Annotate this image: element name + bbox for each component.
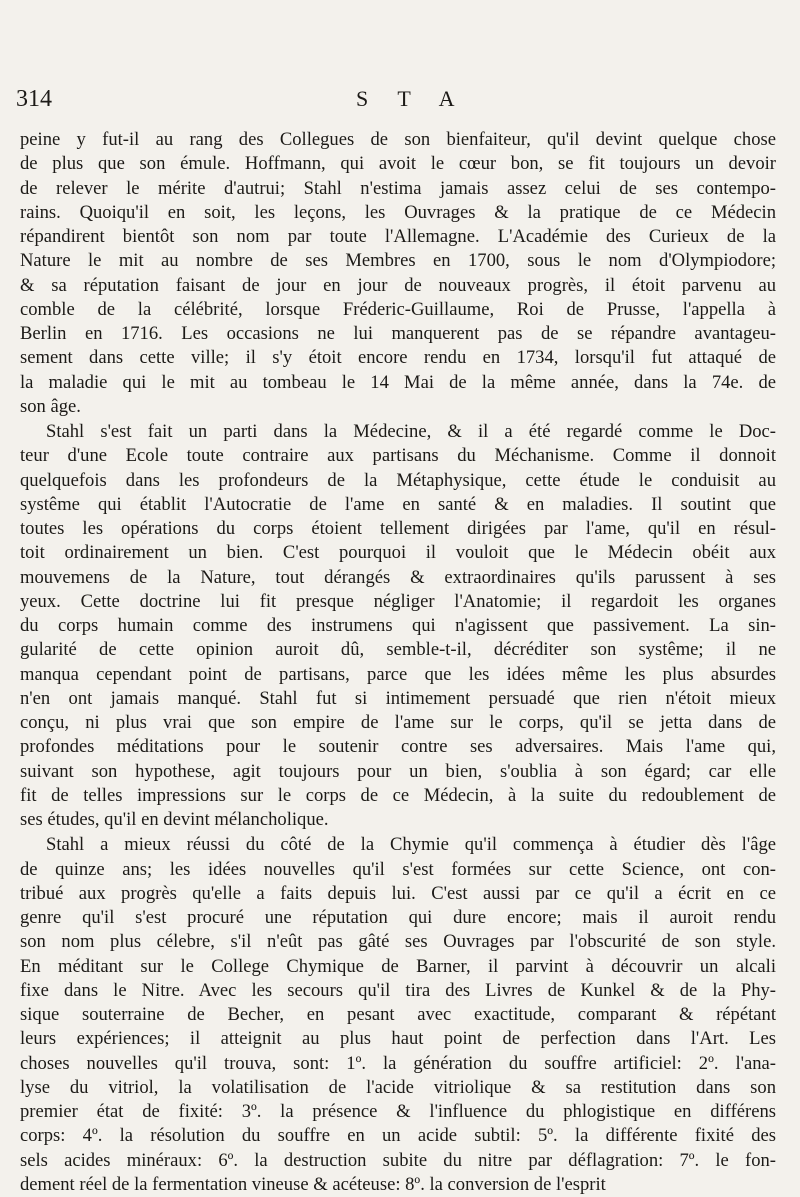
text-line: dement réel de la fermentation vineuse & acéteuse: 8º. la conversion de l'esprit [20, 1173, 606, 1195]
text-line: corps: 4º. la résolution du souffre en un acide subtil: 5º. la différente fixité des [20, 1125, 776, 1147]
text-line: premier état de fixité: 3º. la présence & l'influence du phlogistique en différens [20, 1101, 776, 1122]
text-line: la maladie qui le mit au tombeau le 14 Mai de la même année, dans la 74e. de [20, 371, 776, 393]
paragraph [20, 128, 776, 419]
running-head: S T A [356, 86, 467, 111]
text-line: peine y fut-il au rang des Collegues de son bienfaiteur, qu'il devint quelque chose [20, 129, 776, 150]
text-line: quelquefois dans les profondeurs de la Métaphysique, cette étude le conduisit au [20, 469, 776, 491]
text-line: Stahl s'est fait un parti dans la Médecine, & il a été regardé comme le Doc- [46, 421, 776, 442]
text-line: n'en ont jamais manqué. Stahl fut si intimement persuadé que rien n'étoit mieux [20, 687, 776, 709]
text-line: suivant son hypothese, agit toujours pour un bien, s'oublia à son égard; car elle [20, 760, 776, 782]
text-line: Stahl a mieux réussi du côté de la Chymie qu'il commença à étudier dès l'âge [46, 834, 776, 856]
text-line: choses nouvelles qu'il trouva, sont: 1º. la génération du souffre artificiel: 2º. l'ana- [20, 1052, 776, 1074]
text-line: répandirent bientôt son nom par toute l'Allemagne. L'Académie des Curieux de la [20, 226, 776, 247]
text-line: systême qui établit l'Autocratie de l'ame en santé & en maladies. Il soutint que [20, 493, 776, 515]
text-line: rains. Quoiqu'il en soit, les leçons, les Ouvrages & la pratique de ce Médecin [20, 201, 776, 223]
text-line: lyse du vitriol, la volatilisation de l'acide vitriolique & sa restitution dans son [20, 1076, 776, 1098]
paragraph [20, 420, 776, 832]
text-line: ses études, qu'il en devint mélancholique. [20, 809, 329, 830]
text-line: son nom plus célebre, s'il n'eût pas gâté ses Ouvrages par l'obscurité de son style. [20, 931, 776, 953]
text-line: sels acides minéraux: 6º. la destruction subite du nitre par déflagration: 7º. le fon- [20, 1149, 776, 1171]
body-text [20, 128, 776, 1197]
text-line: manqua cependant point de partisans, parce que les idées même les plus absurdes [20, 663, 776, 685]
text-line: yeux. Cette doctrine lui fit presque négliger l'Anatomie; il regardoit les organes [20, 590, 776, 612]
text-line: de quinze ans; les idées nouvelles qu'il s'est formées sur cette Science, ont con- [20, 858, 776, 880]
text-line: Nature le mit au nombre de ses Membres en 1700, sous le nom d'Olympiodore; [20, 250, 776, 272]
page-header [16, 86, 776, 116]
text-line: toutes les opérations du corps étoient tellement dirigées par l'ame, qu'il en résul- [20, 518, 776, 539]
text-line: mouvemens de la Nature, tout dérangés & extraordinaires qu'ils parussent à ses [20, 566, 776, 588]
text-line: genre qu'il s'est procuré une réputation qui dure encore; mais il auroit rendu [20, 907, 776, 928]
paragraph [20, 833, 776, 1197]
text-line: son âge. [20, 395, 81, 417]
text-line: tribué aux progrès qu'elle a faits depuis lui. C'est aussi par ce qu'il a écrit en ce [20, 882, 776, 904]
text-line: En méditant sur le College Chymique de Barner, il parvint à découvrir un alcali [20, 955, 776, 977]
text-line: conçu, ni plus vrai que son empire de l'ame sur le corps, qu'il se jetta dans de [20, 712, 776, 733]
text-line: sement dans cette ville; il s'y étoit encore rendu en 1734, lorsqu'il fut attaqué de [20, 347, 776, 369]
text-line: comble de la célébrité, lorsque Fréderic-Guillaume, Roi de Prusse, l'appella à [20, 298, 776, 320]
text-line: & sa réputation faisant de jour en jour de nouveaux progrès, il étoit parvenu au [20, 274, 776, 296]
text-line: profondes méditations pour le soutenir contre ses adversaires. Mais l'ame qui, [20, 736, 776, 758]
text-line: toit ordinairement un bien. C'est pourquoi il vouloit que le Médecin obéit aux [20, 542, 776, 564]
text-line: de relever le mérite d'autrui; Stahl n'estima jamais assez celui de ses contempo- [20, 177, 776, 199]
text-line: de plus que son émule. Hoffmann, qui avoit le cœur bon, se fit toujours un devoir [20, 153, 776, 175]
text-line: gularité de cette opinion auroit dû, semble-t-il, décréditer son systême; il ne [20, 639, 776, 661]
text-line: fit de telles impressions sur le corps de ce Médecin, à la suite du redoublement de [20, 784, 776, 806]
text-line: Berlin en 1716. Les occasions ne lui manquerent pas de se répandre avantageu- [20, 323, 776, 344]
text-line: leurs expériences; il atteignit au plus haut point de perfection dans l'Art. Les [20, 1028, 776, 1050]
page-number: 314 [16, 86, 52, 112]
text-line: teur d'une Ecole toute contraire aux partisans du Méchanisme. Comme il donnoit [20, 445, 776, 467]
text-line: fixe dans le Nitre. Avec les secours qu'il tira des Livres de Kunkel & de la Phy- [20, 979, 776, 1001]
text-line: sique souterraine de Becher, en pesant avec exactitude, comparant & répétant [20, 1004, 776, 1025]
text-line: du corps humain comme des instrumens qui n'agissent que passivement. La sin- [20, 615, 776, 636]
